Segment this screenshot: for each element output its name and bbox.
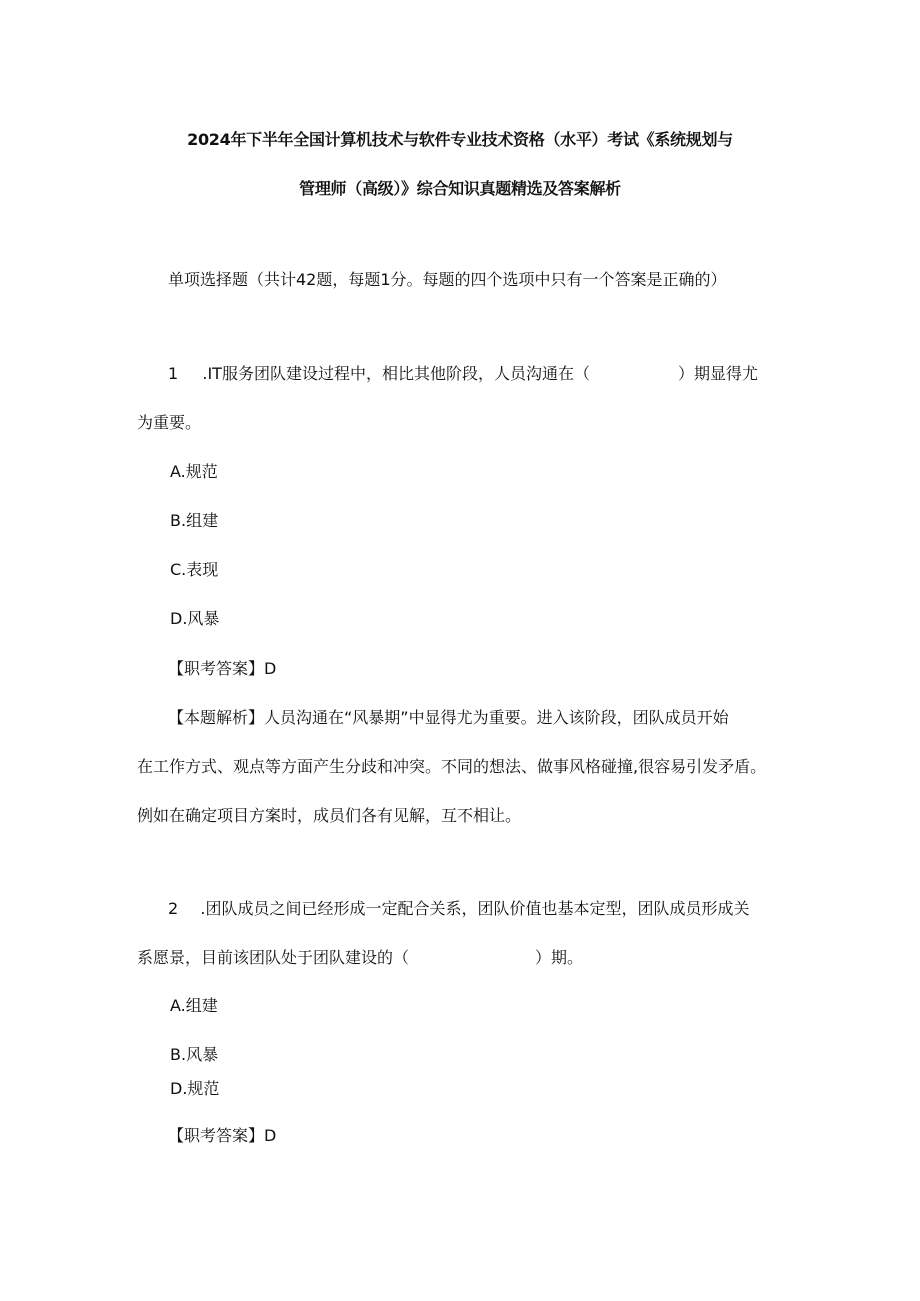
section-heading: 单项选择题（共计42题，每题1分。每题的四个选项中只有一个答案是正确的） <box>168 270 727 289</box>
question-2-stem-before-blank: 系愿景，目前该团队处于团队建设的（ <box>137 948 410 967</box>
question-2-answer: 【职考答案】D <box>168 1126 277 1145</box>
question-1-analysis-line-2: 在工作方式、观点等方面产生分歧和冲突。不同的想法、做事风格碰撞,很容易引发矛盾。 <box>137 757 767 776</box>
question-1-stem-after-blank: ）期显得尤 <box>677 364 758 383</box>
question-2-option-d: D.规范 <box>170 1079 220 1098</box>
question-2-stem-after-blank: ）期。 <box>535 948 584 967</box>
document-title-line-2: 管理师（高级）》综合知识真题精选及答案解析 <box>299 179 621 198</box>
question-1-option-a: A.规范 <box>170 462 218 481</box>
question-2-stem-text: .团队成员之间已经形成一定配合关系，团队价值也基本定型，团队成员形成关 <box>200 899 750 918</box>
question-1-analysis-line-1: 【本题解析】人员沟通在“风暴期”中显得尤为重要。进入该阶段，团队成员开始 <box>168 708 729 727</box>
question-1-option-b: B.组建 <box>170 511 219 530</box>
document-title-line-1: 2024年下半年全国计算机技术与软件专业技术资格（水平）考试《系统规划与 <box>187 130 733 149</box>
question-1-option-c: C.表现 <box>170 560 219 579</box>
question-2-stem-line-2 <box>137 948 583 968</box>
question-1-answer: 【职考答案】D <box>168 659 277 678</box>
question-2-option-b: B.风暴 <box>170 1045 219 1064</box>
question-1-option-d: D.风暴 <box>170 609 220 628</box>
question-1-stem-line-2: 为重要。 <box>137 413 202 432</box>
question-2-number: 2 <box>168 899 179 918</box>
question-2-option-a: A.组建 <box>170 996 218 1015</box>
question-2-stem-line-1 <box>168 899 749 919</box>
question-1-analysis-line-3: 例如在确定项目方案时，成员们各有见解，互不相让。 <box>137 806 522 825</box>
question-1-stem-before-blank: .IT服务团队建设过程中，相比其他阶段，人员沟通在（ <box>202 364 590 383</box>
question-1-number: 1 <box>168 364 179 383</box>
question-1-stem-line-1 <box>168 364 758 384</box>
